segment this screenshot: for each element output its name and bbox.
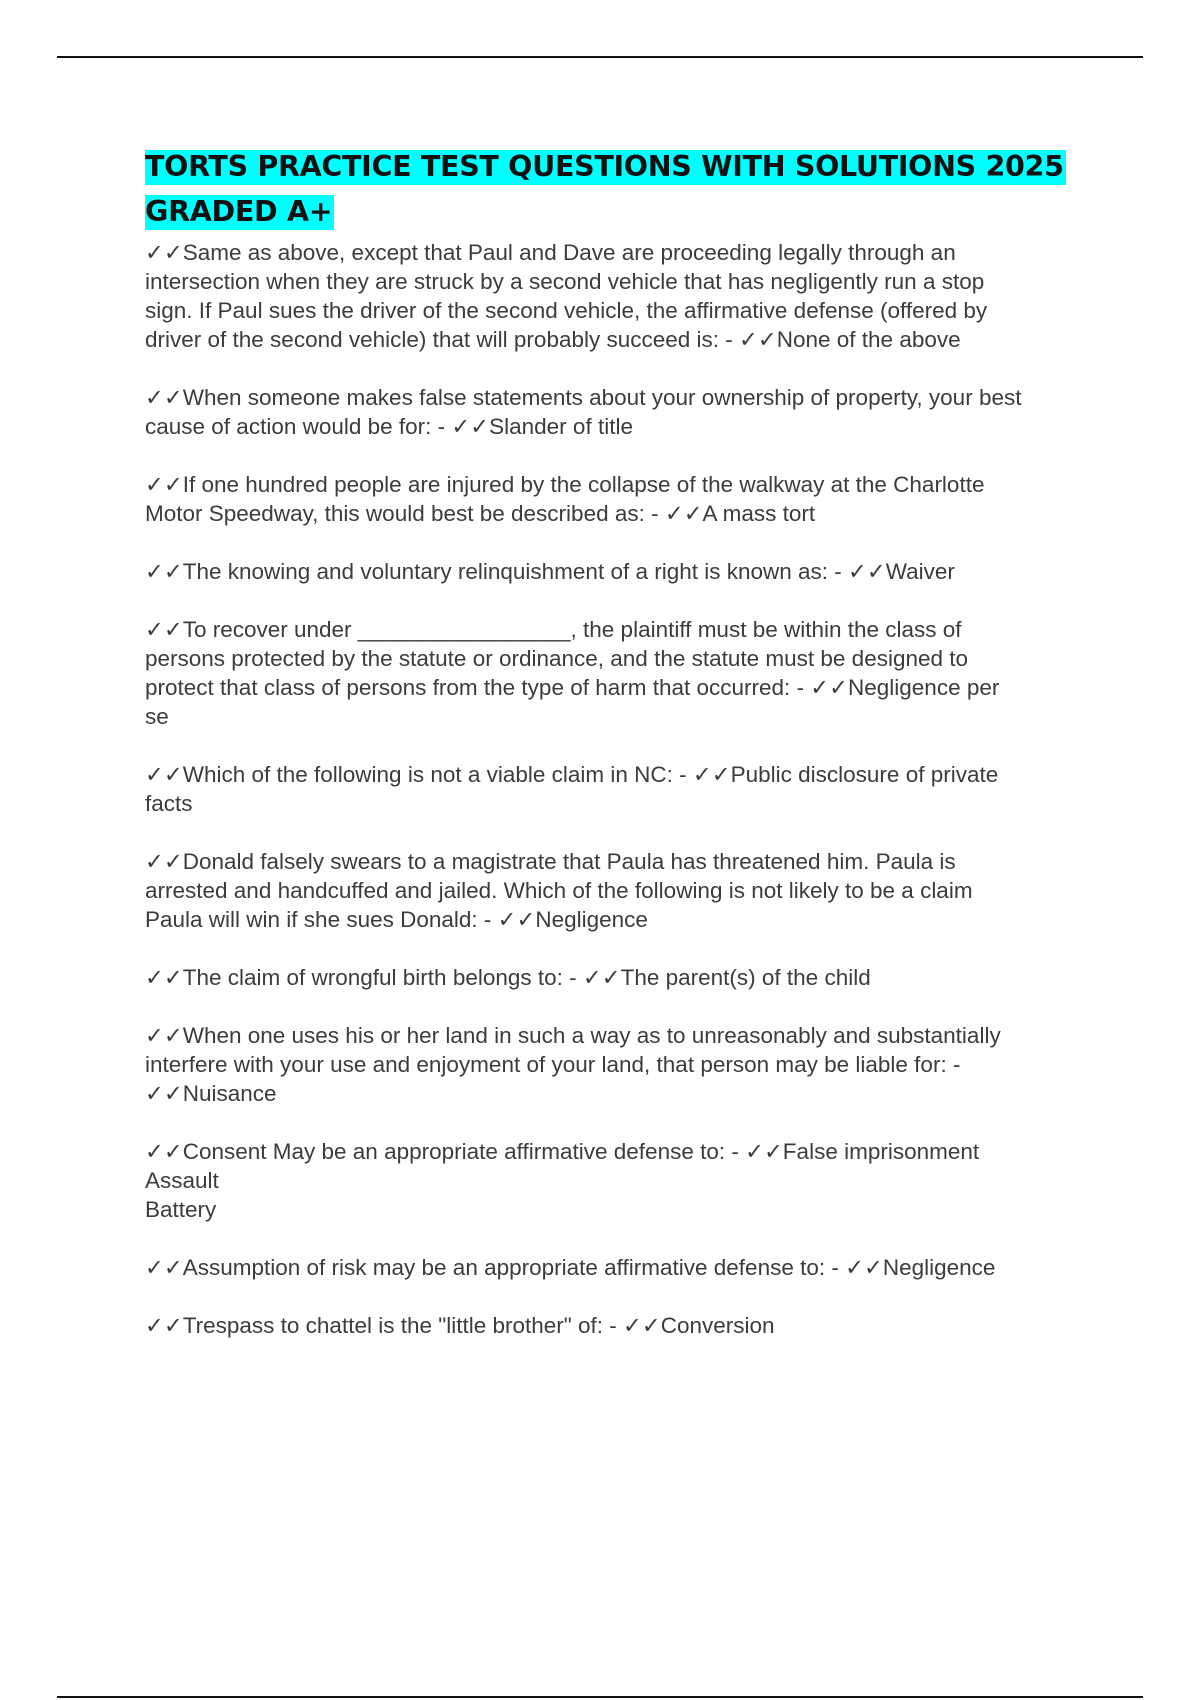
qa-text-line: arrested and handcuffed and jailed. Which of the following is not likely to be a claim xyxy=(145,878,973,903)
qa-text-line: ✓✓When someone makes false statements about your ownership of property, your best xyxy=(145,385,1022,410)
qa-text-line: facts xyxy=(145,791,193,816)
qa-text-line: ✓✓The knowing and voluntary relinquishment of a right is known as: - ✓✓Waiver xyxy=(145,559,955,584)
qa-text-line: ✓✓When one uses his or her land in such a way as to unreasonably and substantially xyxy=(145,1023,1001,1048)
qa-item xyxy=(145,847,1090,934)
qa-text-line: Motor Speedway, this would best be described as: - ✓✓A mass tort xyxy=(145,501,816,526)
qa-text-line: interfere with your use and enjoyment of your land, that person may be liable for: - xyxy=(145,1052,961,1077)
qa-text-line: ✓✓The claim of wrongful birth belongs to: - ✓✓The parent(s) of the child xyxy=(145,965,871,990)
document-title xyxy=(145,144,1090,234)
qa-list xyxy=(145,238,1090,1340)
qa-item xyxy=(145,238,1090,354)
qa-text-line: protect that class of persons from the type of harm that occurred: - ✓✓Negligence per xyxy=(145,675,1000,700)
qa-text-line: ✓✓If one hundred people are injured by the collapse of the walkway at the Charlotte xyxy=(145,472,985,497)
qa-item xyxy=(145,963,1090,992)
qa-text-line: ✓✓Assumption of risk may be an appropriate affirmative defense to: - ✓✓Negligence xyxy=(145,1255,996,1280)
qa-text-line: ✓✓Donald falsely swears to a magistrate that Paula has threatened him. Paula is xyxy=(145,849,956,874)
qa-text-line: ✓✓Which of the following is not a viable claim in NC: - ✓✓Public disclosure of private xyxy=(145,762,999,787)
qa-text-line: cause of action would be for: - ✓✓Slander of title xyxy=(145,414,633,439)
qa-item xyxy=(145,383,1090,441)
qa-text-line: Paula will win if she sues Donald: - ✓✓Negligence xyxy=(145,907,648,932)
qa-text-line: ✓✓Trespass to chattel is the "little brother" of: - ✓✓Conversion xyxy=(145,1313,775,1338)
qa-text-line: ✓✓Same as above, except that Paul and Dave are proceeding legally through an xyxy=(145,240,956,265)
qa-item xyxy=(145,760,1090,818)
qa-item xyxy=(145,557,1090,586)
qa-text-line: ✓✓Consent May be an appropriate affirmative defense to: - ✓✓False imprisonment xyxy=(145,1139,980,1164)
qa-text-line: Battery xyxy=(145,1197,217,1222)
qa-text-line: intersection when they are struck by a second vehicle that has negligently run a stop xyxy=(145,269,985,294)
footer-rule xyxy=(57,1696,1143,1698)
qa-item xyxy=(145,470,1090,528)
title-highlight: TORTS PRACTICE TEST QUESTIONS WITH SOLUTIONS 2025 GRADED A+ xyxy=(145,150,1064,228)
header-rule xyxy=(57,56,1143,58)
qa-item xyxy=(145,615,1090,731)
qa-text-line: Assault xyxy=(145,1168,219,1193)
qa-item xyxy=(145,1253,1090,1282)
qa-item xyxy=(145,1137,1090,1224)
qa-text-line: persons protected by the statute or ordinance, and the statute must be designed to xyxy=(145,646,969,671)
qa-item xyxy=(145,1021,1090,1108)
qa-text-line: se xyxy=(145,704,169,729)
qa-text-line: driver of the second vehicle) that will probably succeed is: - ✓✓None of the above xyxy=(145,327,961,352)
qa-text-line: ✓✓To recover under _________________, the plaintiff must be within the class of xyxy=(145,617,962,642)
document-body xyxy=(145,144,1090,1369)
qa-item xyxy=(145,1311,1090,1340)
qa-text-line: sign. If Paul sues the driver of the second vehicle, the affirmative defense (offered by xyxy=(145,298,988,323)
qa-text-line: ✓✓Nuisance xyxy=(145,1081,277,1106)
